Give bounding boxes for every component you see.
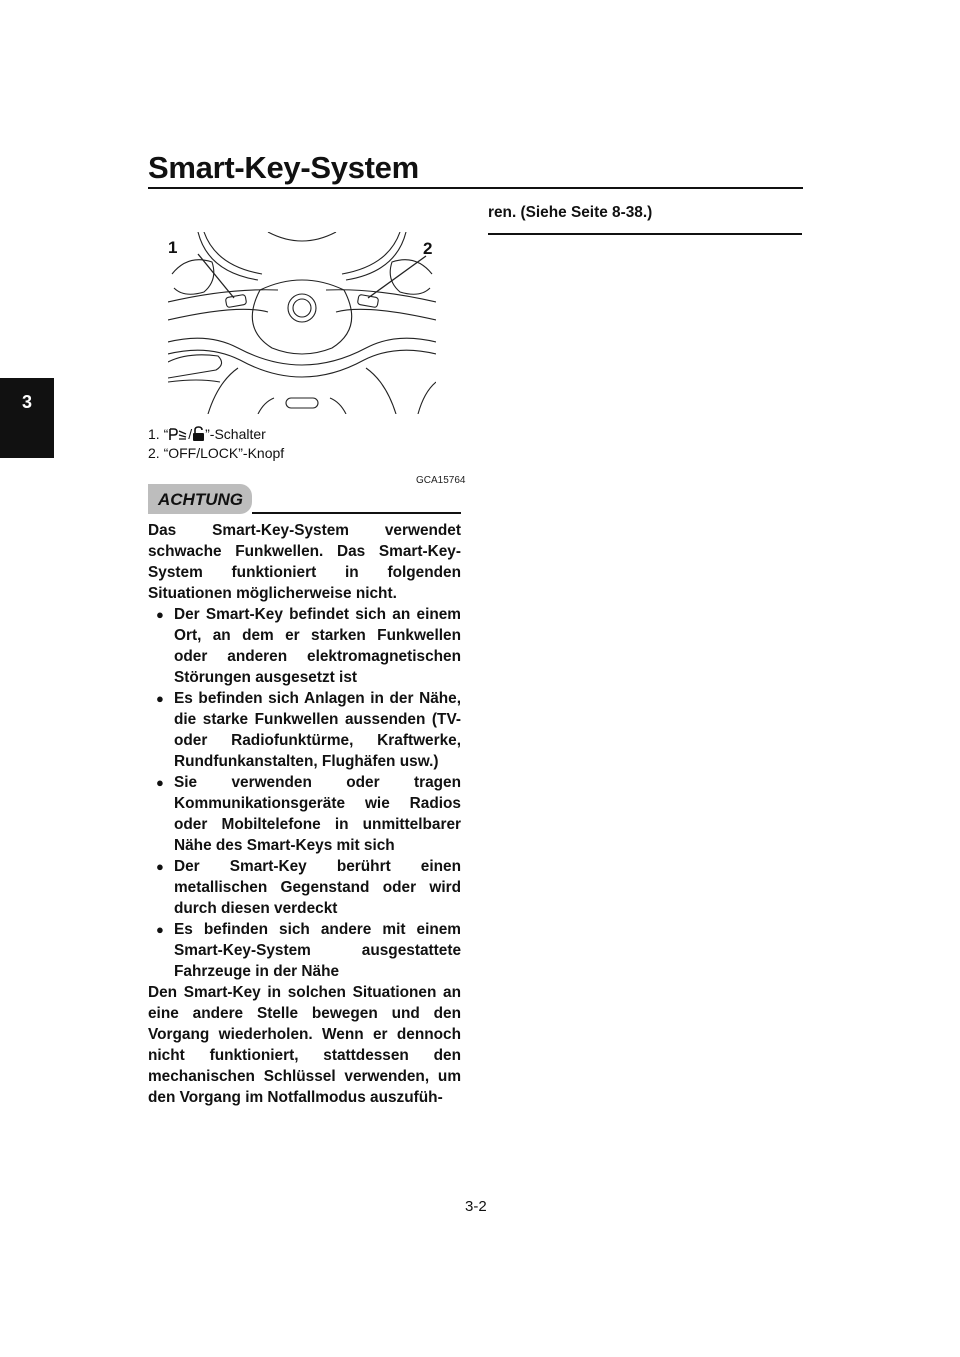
section-tab <box>0 378 54 458</box>
achtung-label: ACHTUNG <box>158 490 243 509</box>
caption-1-open-quote: “ <box>163 426 169 442</box>
notice-bullet-list <box>148 604 461 982</box>
notice-intro: Das Smart-Key-System verwendet schwache Funkwellen. Das Smart-Key-System funktioniert in folgenden Situationen möglicherweise nicht. <box>148 522 461 602</box>
notice-code: GCA15764 <box>416 475 466 486</box>
list-item: ● Der Smart-Key berührt einen metallischen Gegenstand oder wird durch diesen verdeckt <box>148 856 461 919</box>
achtung-label-box <box>148 484 252 514</box>
callout-2: 2 <box>423 239 433 258</box>
caption-2-number: 2. <box>148 445 160 461</box>
caption-1-text: ”-Schalter <box>205 426 266 442</box>
handlebar-illustration <box>168 232 436 414</box>
achtung-header <box>148 484 461 516</box>
list-item: ● Der Smart-Key befindet sich an einem Ort, an dem er starken Funkwellen oder anderen elektromagnetischen Störungen ausgesetzt ist <box>148 604 461 688</box>
list-item: ● Sie verwenden oder tragen Kommunikationsgeräte wie Radios oder Mobiltelefone in unmittelbarer Nähe des Smart-Keys mit sich <box>148 772 461 856</box>
signal-icon <box>168 427 188 445</box>
caption-1-number: 1. <box>148 426 160 442</box>
lock-icon <box>192 426 205 445</box>
list-item: ● Es befinden sich Anlagen in der Nähe, die starke Funkwellen aussenden (TV- oder Radiofunktürme, Kraftwerke, Rundfunkanstalten, Flughäfen usw.) <box>148 688 461 772</box>
callout-1: 1 <box>168 238 178 257</box>
notice-outro: Den Smart-Key in solchen Situationen an eine andere Stelle bewegen und den Vorgang wiederholen. Wenn er dennoch nicht funktioniert, stattdessen den mechanischen Schlüssel verwenden, um den Vorgang im Notfallmodus auszufüh- <box>148 984 461 1106</box>
notice-end-rule <box>488 233 802 235</box>
list-item: ● Es befinden sich andere mit einem Smart-Key-System ausgestattete Fahrzeuge in der Nähe <box>148 919 461 982</box>
page-title: Smart-Key-System <box>148 150 419 185</box>
notice-body <box>148 520 461 1108</box>
figure-caption-1: 1. “ / ”-Schalter <box>148 426 266 445</box>
title-rule <box>148 187 803 189</box>
page-number: 3-2 <box>465 1198 487 1215</box>
caption-2-text: “OFF/LOCK”-Knopf <box>163 445 285 461</box>
achtung-rule <box>252 512 461 514</box>
figure-caption-2 <box>148 445 284 461</box>
section-tab-number: 3 <box>21 392 32 412</box>
notice-continuation: ren. (Siehe Seite 8-38.) <box>488 204 653 221</box>
